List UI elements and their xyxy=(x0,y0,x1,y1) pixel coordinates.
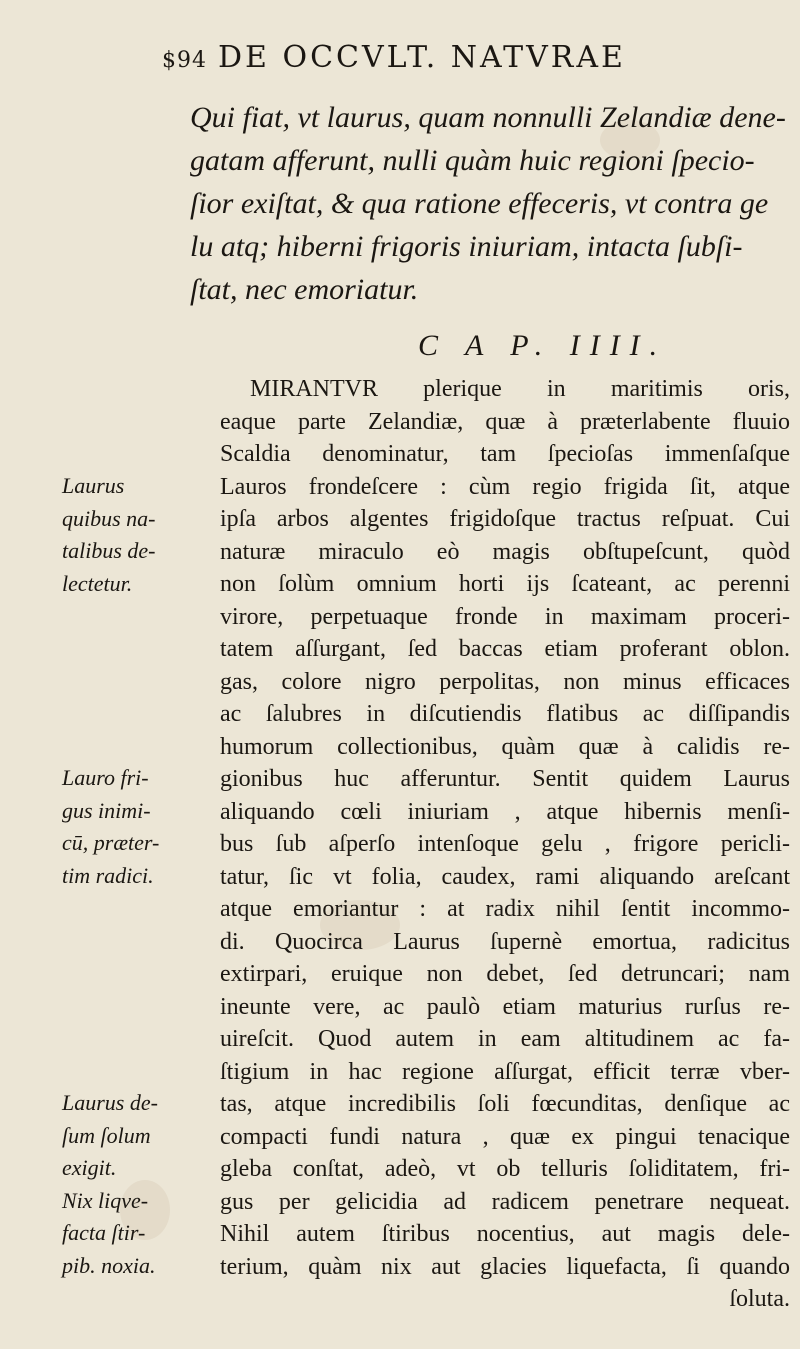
body-text xyxy=(220,373,790,1316)
text-line: gus per gelicidia ad radicem penetrare nequeat. xyxy=(220,1188,790,1215)
text-line: gas, colore nigro perpolitas, non minus efficaces xyxy=(220,668,790,695)
running-head xyxy=(162,40,782,80)
text-line: ſoluta. xyxy=(729,1286,790,1312)
text-line: Nihil autem ſtiribus nocentius, aut magis dele- xyxy=(220,1221,790,1247)
margin-note-line: Laurus xyxy=(62,473,125,498)
margin-note-line: gus inimi- xyxy=(62,797,151,823)
text-line: uireſcit. Quod autem in eam altitudinem ac fa- xyxy=(220,1026,790,1052)
margin-note-line: Lauro fri- xyxy=(62,765,149,790)
margin-note-line: facta ſtir- xyxy=(62,1220,146,1245)
margin-note-line: ſum ſolum xyxy=(62,1122,151,1148)
text-line: Lauros frondeſcere : cùm regio frigida ſit, atque xyxy=(220,473,790,500)
text-line: ineunte vere, ac paulò etiam maturius rurſus re- xyxy=(220,993,790,1020)
page-number: $94 xyxy=(162,48,207,73)
text-line: ſtigium in hac regione aſſurgat, efficit terræ vber- xyxy=(220,1058,790,1085)
text-line: ac ſalubres in diſcutiendis flatibus ac diſſipandis xyxy=(220,701,790,727)
summary-line: ſtat, nec emoriatur. xyxy=(190,273,419,306)
text-line: MIRANTVR plerique in maritimis oris, xyxy=(250,376,790,402)
summary-line: ſior exiſtat, & qua ratione effeceris, vt contra ge xyxy=(190,187,769,220)
margin-note-line: pib. noxia. xyxy=(62,1252,156,1278)
summary-line: Qui fiat, vt laurus, quam nonnulli Zelandiæ dene- xyxy=(190,101,786,134)
margin-note-line: talibus de- xyxy=(62,538,156,563)
text-line: di. Quocirca Laurus ſupernè emortua, radicitus xyxy=(220,928,790,955)
chapter-summary xyxy=(190,96,786,311)
text-line: extirpari, eruique non debet, ſed detruncari; nam xyxy=(220,961,790,987)
text-line: atque emoriantur : at radix nihil ſentit incommo- xyxy=(220,896,790,922)
text-line: Scaldia denominatur, tam ſpecioſas immenſaſque xyxy=(220,441,790,467)
margin-note-line: Nix liqve- xyxy=(62,1187,149,1213)
margin-note-line: exigit. xyxy=(62,1155,117,1180)
running-title: DE OCCVLT. NATVRAE xyxy=(218,40,626,75)
summary-line: lu atq; hiberni frigoris iniuriam, intacta ſubſi- xyxy=(190,230,743,263)
text-line: ipſa arbos algentes frigidoſque tractus reſpuat. Cui xyxy=(220,506,790,532)
chapter-heading: C A P. IIII. xyxy=(418,329,668,362)
margin-note xyxy=(62,1087,212,1282)
text-line: compacti fundi natura , quæ ex pingui tenacique xyxy=(220,1123,790,1150)
text-line: tatem aſſurgant, ſed baccas etiam proferant oblon. xyxy=(220,636,790,662)
text-line: bus ſub aſperſo intenſoque gelu , frigore pericli- xyxy=(220,831,790,857)
text-line: humorum collectionibus, quàm quæ à calidis re- xyxy=(220,733,790,760)
margin-note xyxy=(62,762,212,892)
text-line: gleba conſtat, adeò, vt ob telluris ſoliditatem, fri- xyxy=(220,1156,790,1182)
text-line: terium, quàm nix aut glacies liquefacta, ſi quando xyxy=(220,1253,790,1280)
text-line: eaque parte Zelandiæ, quæ à præterlabente fluuio xyxy=(220,408,790,435)
margin-note-line: lectetur. xyxy=(62,570,133,596)
text-line: virore, perpetuaque fronde in maximam proceri- xyxy=(220,603,790,630)
text-line: tas, atque incredibilis ſoli fœcunditas, denſique ac xyxy=(220,1091,790,1117)
text-line: non ſolùm omnium horti ijs ſcateant, ac perenni xyxy=(220,571,790,597)
margin-note-line: Laurus de- xyxy=(62,1090,158,1115)
text-line: tatur, ſic vt folia, caudex, rami aliquando areſcant xyxy=(220,863,790,890)
text-line: naturæ miraculo eò magis obſtupeſcunt, quòd xyxy=(220,538,790,565)
text-line: aliquando cœli iniuriam , atque hibernis menſi- xyxy=(220,798,790,825)
margin-note xyxy=(62,470,212,600)
summary-line: gatam afferunt, nulli quàm huic regioni ſpecio- xyxy=(190,144,755,177)
margin-note-line: quibus na- xyxy=(62,505,156,531)
margin-note-line: cū, præter- xyxy=(62,830,160,855)
margin-note-line: tim radici. xyxy=(62,862,154,888)
text-line: gionibus huc afferuntur. Sentit quidem Laurus xyxy=(220,766,790,792)
